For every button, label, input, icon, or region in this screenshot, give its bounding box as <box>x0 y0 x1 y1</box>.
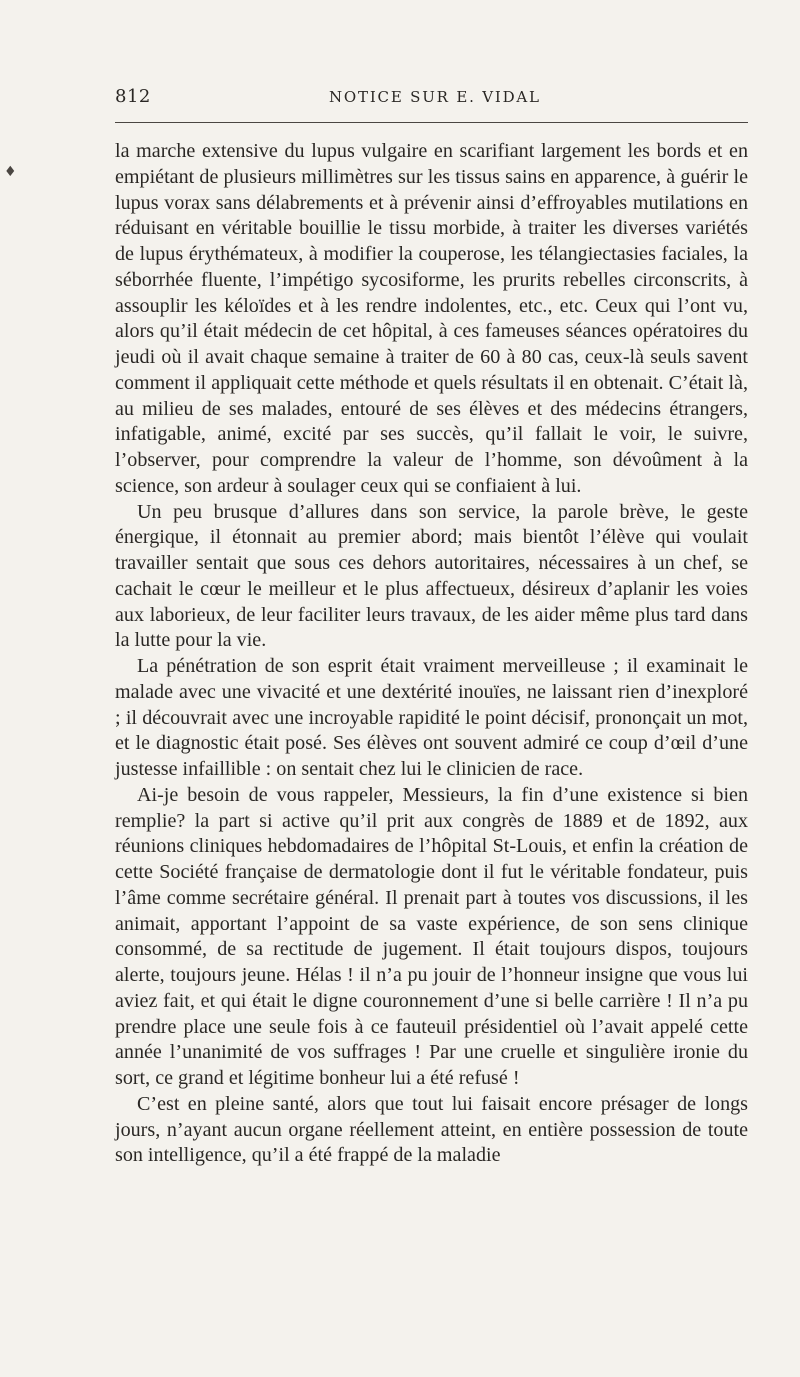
page-number: 812 <box>115 86 151 107</box>
margin-mark-icon: ♦ <box>4 164 17 180</box>
header-rule <box>115 122 748 123</box>
running-title: NOTICE SUR E. VIDAL <box>329 88 541 106</box>
page-header <box>115 86 748 112</box>
paragraph-4: Ai-je besoin de vous rappeler, Messieurs, la fin d’une existence si bien remplie? la part si active qu’il prit aux congrès de 1889 et de 1892, aux réunions cliniques hebdomadaires de l’hôpital St-Louis, et enfin la création de cette Société française de dermatologie dont il fut le véritable fondateur, puis l’âme comme secrétaire général. Il prenait part à toutes vos discussions, il les animait, apportant l’appoint de sa vaste expérience, de son sens clinique consommé, de sa rectitude de jugement. Il était toujours dispos, toujours alerte, toujours jeune. Hélas ! il n’a pu jouir de l’honneur insigne que vous lui aviez fait, et qui était le digne couronnement d’une si belle carrière ! Il n’a pu prendre place une seule fois à ce fauteuil présidentiel où l’avait appelé cette année l’unanimité de vos suffrages ! Par une cruelle et singulière ironie du sort, ce grand et légitime bonheur lui a été refusé ! <box>115 783 748 1089</box>
paragraph-3: La pénétration de son esprit était vraiment merveilleuse ; il examinait le malade avec une vivacité et une dextérité inouïes, ne laissant rien d’inexploré ; il découvrait avec une incroyable rapidité le point décisif, prononçait un mot, et le diagnostic était posé. Ses élèves ont souvent admiré ce coup d’œil d’une justesse infaillible : on sentait chez lui le clinicien de race. <box>115 655 748 780</box>
paragraph-2: Un peu brusque d’allures dans son service, la parole brève, le geste énergique, il étonnait au premier abord; mais bientôt l’élève qui voulait travailler sentait que sous ces dehors autoritaires, nécessaires à un chef, se cachait le cœur le meilleur et le plus affectueux, désireux d’aplanir les voies aux laborieux, de leur faciliter leurs travaux, de les aider même plus tard dans la lutte pour la vie. <box>115 500 748 652</box>
body-text <box>115 139 748 1169</box>
paragraph-1: la marche extensive du lupus vulgaire en scarifiant largement les bords et en empiétant de plusieurs millimètres sur les tissus sains en apparence, à guérir le lupus vorax sans délabrements et à prévenir ainsi d’effroyables mutilations en réduisant en véritable bouillie le tissu morbide, à traiter les diverses variétés de lupus érythémateux, à modifier la couperose, les télangiectasies faciales, la séborrhée fluente, l’impétigo sycosiforme, les prurits rebelles circonscrits, à assouplir les kéloïdes et à les rendre indolentes, etc., etc. Ceux qui l’ont vu, alors qu’il était médecin de cet hôpital, à ces fameuses séances opératoires du jeudi où il avait chaque semaine à traiter de 60 à 80 cas, ceux-là seuls savent comment il appliquait cette méthode et quels résultats il en obtenait. C’était là, au milieu de ses malades, entouré de ses élèves et des médecins étrangers, infatigable, animé, excité par ses succès, qu’il fallait le voir, le suivre, l’observer, pour comprendre la valeur de l’homme, son dévoûment à la science, son ardeur à soulager ceux qui se confiaient à lui. <box>115 140 748 497</box>
paragraph-5: C’est en pleine santé, alors que tout lui faisait encore présager de longs jours, n’ayant aucun organe réellement atteint, en entière possession de toute son intelligence, qu’il a été frappé de la maladie <box>115 1092 748 1167</box>
